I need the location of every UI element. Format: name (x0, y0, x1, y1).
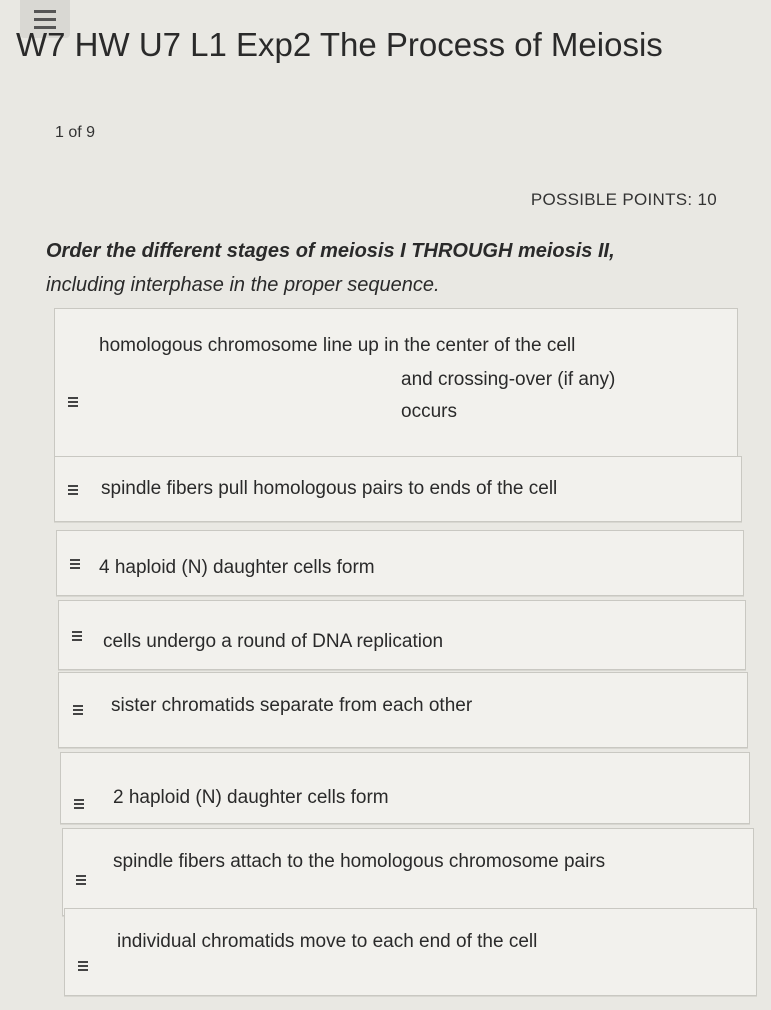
question-counter: 1 of 9 (55, 124, 96, 141)
sortable-item[interactable] (54, 308, 738, 466)
sortable-item-text: cells undergo a round of DNA replication (103, 631, 444, 652)
drag-handle-icon[interactable] (74, 799, 84, 809)
sortable-item-text-line: and crossing-over (if any) (401, 369, 616, 390)
drag-handle-icon[interactable] (68, 397, 78, 407)
sortable-item-text: sister chromatids separate from each other (111, 695, 473, 716)
sortable-item-text-line: homologous chromosome line up in the center of the cell (99, 335, 576, 356)
prompt-text: including interphase in the proper sequence. (46, 274, 440, 296)
drag-handle-icon[interactable] (72, 631, 82, 641)
drag-handle-icon[interactable] (68, 485, 78, 495)
sortable-item-text: spindle fibers attach to the homologous chromosome pairs (113, 851, 606, 872)
sortable-item[interactable] (56, 530, 744, 596)
drag-handle-icon[interactable] (76, 875, 86, 885)
possible-points: POSSIBLE POINTS: 10 (530, 190, 717, 209)
sortable-item[interactable] (62, 828, 754, 916)
sortable-item[interactable] (58, 600, 746, 670)
sortable-item-text: 4 haploid (N) daughter cells form (99, 557, 375, 578)
sortable-item-text-line: occurs (401, 401, 457, 422)
drag-handle-icon[interactable] (70, 559, 80, 569)
drag-handle-icon[interactable] (73, 705, 83, 715)
sortable-item-text: 2 haploid (N) daughter cells form (113, 787, 389, 808)
page-title: W7 HW U7 L1 Exp2 The Process of Meiosis (16, 26, 663, 63)
question-prompt (46, 234, 726, 302)
sortable-item-text: individual chromatids move to each end of the cell (117, 931, 538, 952)
sortable-item[interactable] (60, 752, 750, 824)
sortable-item[interactable] (64, 908, 757, 996)
drag-handle-icon[interactable] (78, 961, 88, 971)
prompt-bold-text: Order the different stages of meiosis I THROUGH meiosis II, (46, 240, 615, 262)
sortable-item[interactable] (58, 672, 748, 748)
sortable-item[interactable] (54, 456, 742, 522)
sortable-item-text: spindle fibers pull homologous pairs to ends of the cell (101, 478, 558, 499)
